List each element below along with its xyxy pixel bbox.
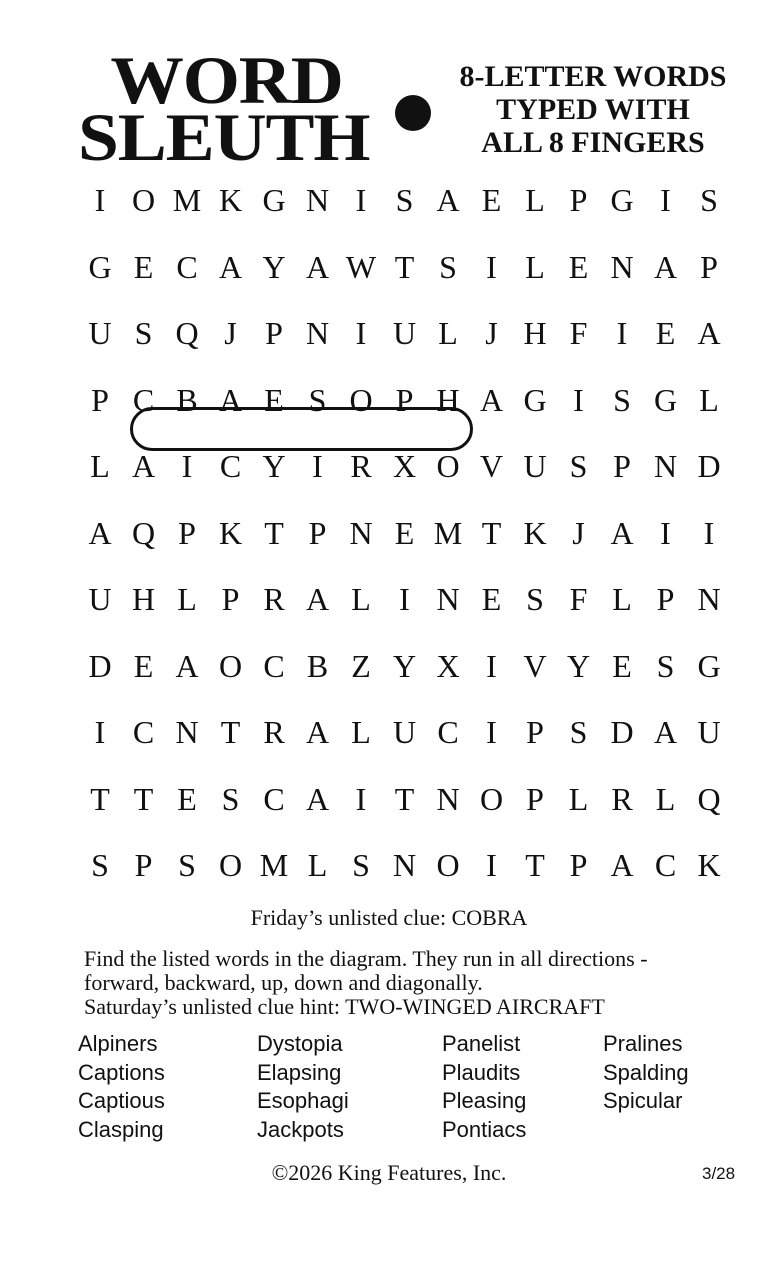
grid-letter[interactable]: P [221, 581, 240, 617]
grid-letter[interactable]: I [703, 514, 715, 551]
grid-row [78, 569, 728, 629]
grid-letter[interactable]: A [305, 780, 330, 817]
grid-letter[interactable]: P [91, 381, 109, 418]
grid-letter[interactable]: P [526, 780, 544, 817]
grid-letter[interactable]: A [610, 514, 634, 551]
grid-letter[interactable]: P [569, 182, 588, 218]
grid-letter[interactable]: O [218, 647, 243, 684]
grid-letter[interactable]: S [613, 381, 631, 418]
grid-row [78, 170, 728, 230]
grid-letter[interactable]: A [131, 448, 156, 484]
grid-letter[interactable]: P [613, 448, 631, 484]
saturday-hint: Saturday’s unlisted clue hint: TWO-WINGED AIRCRAFT [84, 994, 605, 1019]
grid-row [78, 702, 728, 762]
grid-letter[interactable]: C [263, 780, 285, 817]
grid-letter[interactable]: J [224, 315, 237, 351]
grid-letter[interactable]: H [436, 381, 460, 418]
grid-letter[interactable]: S [352, 847, 370, 883]
grid-letter[interactable]: L [438, 315, 458, 351]
grid-letter[interactable]: I [94, 182, 106, 218]
grid-row [78, 237, 728, 297]
grid-letter[interactable]: G [697, 647, 721, 684]
theme-line-2: TYPED WITH [496, 93, 690, 126]
grid-letter[interactable]: L [307, 847, 328, 883]
grid-letter[interactable]: X [436, 647, 460, 684]
grid-row [78, 835, 728, 895]
grid-letter[interactable]: D [697, 448, 721, 484]
grid-letter[interactable]: N [349, 514, 373, 551]
grid-letter[interactable]: A [697, 315, 721, 351]
grid-letter[interactable]: U [392, 714, 417, 750]
grid-letter[interactable]: I [94, 714, 106, 750]
grid-letter[interactable]: O [436, 847, 460, 883]
grid-letter[interactable]: Q [131, 514, 156, 551]
grid-letter[interactable]: O [131, 182, 156, 218]
grid-letter[interactable]: I [399, 581, 410, 617]
theme-line-1: 8-LETTER WORDS [459, 60, 727, 93]
grid-letter[interactable]: H [523, 315, 547, 351]
grid-row [78, 636, 728, 696]
grid-letter[interactable]: U [88, 581, 112, 617]
grid-letter[interactable]: T [394, 248, 415, 285]
grid-letter[interactable]: G [523, 381, 547, 418]
grid-letter[interactable]: A [610, 847, 634, 883]
grid-letter[interactable]: I [660, 182, 671, 218]
grid-letter[interactable]: C [219, 448, 242, 484]
grid-letter[interactable]: A [305, 581, 330, 617]
grid-letter[interactable]: P [178, 514, 196, 551]
puzzle-theme [440, 60, 746, 159]
grid-letter[interactable]: A [218, 381, 243, 418]
grid-letter[interactable]: G [653, 381, 678, 418]
grid-letter[interactable]: C [176, 248, 198, 285]
grid-letter[interactable]: F [569, 315, 588, 351]
grid-letter[interactable]: L [177, 581, 197, 617]
grid-letter[interactable]: A [305, 714, 330, 750]
grid-letter[interactable]: E [394, 514, 415, 551]
grid-letter[interactable]: D [88, 647, 112, 684]
grid-letter[interactable]: I [573, 381, 584, 418]
grid-letter[interactable]: S [656, 647, 675, 684]
grid-letter[interactable]: U [523, 448, 547, 484]
grid-letter[interactable]: A [218, 248, 243, 285]
title-line-2: SLEUTH [78, 99, 370, 175]
grid-letter[interactable]: T [525, 847, 545, 883]
grid-letter[interactable]: C [263, 647, 285, 684]
grid-letter[interactable]: G [262, 182, 286, 218]
grid-letter[interactable]: A [479, 381, 504, 418]
grid-letter[interactable]: N [305, 182, 330, 218]
grid-letter[interactable]: T [394, 780, 415, 817]
grid-letter[interactable]: O [479, 780, 504, 817]
grid-letter[interactable]: Y [262, 248, 286, 285]
grid-letter[interactable]: D [610, 714, 634, 750]
grid-letter[interactable]: N [697, 581, 721, 617]
grid-letter[interactable]: S [308, 381, 327, 418]
puzzle-title [78, 42, 402, 175]
page-number: 3/28 [702, 1164, 736, 1183]
grid-letter[interactable]: O [349, 381, 373, 418]
grid-letter[interactable]: S [526, 581, 544, 617]
grid-letter[interactable]: S [91, 847, 109, 883]
grid-row [78, 503, 728, 563]
bullet-dot [395, 95, 431, 131]
word-list-item: Alpiners [78, 1031, 158, 1056]
grid-letter[interactable]: X [392, 448, 417, 484]
grid-letter[interactable]: L [699, 381, 719, 418]
grid-letter[interactable]: M [259, 847, 289, 883]
grid-letter[interactable]: W [345, 248, 377, 285]
word-list-item: Panelist [442, 1031, 521, 1056]
grid-letter[interactable]: A [653, 248, 678, 285]
grid-letter[interactable]: U [697, 714, 721, 750]
grid-letter[interactable]: P [656, 581, 675, 617]
grid-letter[interactable]: C [132, 381, 155, 418]
grid-letter[interactable]: S [569, 448, 588, 484]
grid-letter[interactable]: P [569, 847, 588, 883]
grid-letter[interactable]: E [133, 647, 154, 684]
grid-letter[interactable]: P [526, 714, 544, 750]
grid-letter[interactable]: T [481, 514, 502, 551]
grid-letter[interactable]: K [523, 514, 547, 551]
word-list-item: Pontiacs [442, 1116, 527, 1142]
word-column-3 [442, 1030, 526, 1144]
grid-letter[interactable]: O [436, 448, 460, 484]
grid-letter[interactable]: E [568, 248, 589, 285]
grid-letter[interactable]: E [481, 581, 502, 617]
word-list-item: Plaudits [442, 1059, 521, 1085]
grid-letter[interactable]: P [265, 315, 283, 351]
grid-letter[interactable]: E [612, 647, 632, 684]
word-list-item: Captious [78, 1088, 165, 1113]
grid-letter[interactable]: G [88, 248, 112, 285]
grid-letter[interactable]: P [134, 847, 153, 883]
grid-letter[interactable]: L [655, 780, 676, 817]
grid-letter[interactable]: J [572, 514, 585, 551]
grid-letter[interactable]: Y [392, 647, 417, 684]
grid-letter[interactable]: R [350, 448, 372, 484]
grid-letter[interactable]: S [221, 780, 240, 817]
grid-row [78, 769, 728, 829]
grid-letter[interactable]: I [486, 847, 497, 883]
grid-letter[interactable]: Q [175, 315, 199, 351]
grid-letter[interactable]: N [436, 581, 460, 617]
grid-letter[interactable]: K [218, 182, 243, 218]
grid-letter[interactable]: L [351, 581, 371, 617]
grid-letter[interactable]: P [700, 248, 718, 285]
friday-clue-label: Friday’s unlisted clue: [250, 905, 452, 930]
grid-letter[interactable]: P [308, 514, 327, 551]
grid-letter[interactable]: S [439, 248, 457, 285]
grid-letter[interactable]: E [177, 780, 197, 817]
grid-letter[interactable]: I [355, 315, 367, 351]
grid-letter[interactable]: Z [351, 647, 371, 684]
word-list-item: Elapsing [257, 1059, 342, 1085]
grid-letter[interactable]: E [655, 315, 676, 351]
grid-letter[interactable]: I [355, 780, 367, 817]
grid-letter[interactable]: I [486, 714, 497, 750]
word-list-item: Clasping [78, 1116, 164, 1142]
theme-line-3: ALL 8 FINGERS [481, 126, 705, 159]
grid-letter[interactable]: R [263, 714, 285, 750]
word-list-item: Esophagi [257, 1088, 349, 1113]
word-list-item: Spalding [603, 1059, 689, 1085]
grid-letter[interactable]: I [616, 315, 628, 351]
grid-letter[interactable]: T [133, 780, 154, 817]
word-column-2 [257, 1030, 349, 1144]
grid-letter[interactable]: F [569, 581, 588, 617]
grid-letter[interactable]: C [437, 714, 459, 750]
grid-letter[interactable]: I [486, 248, 497, 285]
grid-letter[interactable]: V [479, 448, 504, 484]
grid-letter[interactable]: N [610, 248, 634, 285]
found-word-highlight [130, 407, 473, 451]
grid-letter[interactable]: L [525, 248, 545, 285]
grid-letter[interactable]: S [569, 714, 588, 750]
grid-letter[interactable]: C [132, 714, 155, 750]
grid-letter[interactable]: A [175, 647, 199, 684]
grid-letter[interactable]: U [88, 315, 112, 351]
grid-letter[interactable]: L [612, 581, 632, 617]
grid-letter[interactable]: S [395, 182, 414, 218]
grid-letter[interactable]: G [610, 182, 634, 218]
grid-letter[interactable]: L [525, 182, 545, 218]
grid-letter[interactable]: M [172, 182, 202, 218]
grid-letter[interactable]: B [176, 381, 198, 418]
grid-letter[interactable]: I [660, 514, 671, 551]
word-list-item: Captions [78, 1059, 165, 1085]
grid-letter[interactable]: A [436, 182, 460, 218]
grid-letter[interactable]: H [131, 581, 156, 617]
grid-letter[interactable]: I [355, 182, 367, 218]
grid-letter[interactable]: M [433, 514, 463, 551]
copyright: ©2026 King Features, Inc. [271, 1160, 507, 1185]
title-line-1: WORD [110, 42, 343, 118]
grid-letter[interactable]: T [90, 780, 110, 817]
grid-letter[interactable]: N [175, 714, 199, 750]
grid-letter[interactable]: Y [262, 448, 286, 484]
grid-letter[interactable]: V [523, 647, 547, 684]
grid-letter[interactable]: I [181, 448, 193, 484]
grid-letter[interactable]: E [481, 182, 502, 218]
word-list-item: Pralines [603, 1031, 683, 1056]
word-list-item: Jackpots [257, 1116, 344, 1142]
word-column-1 [78, 1030, 165, 1144]
grid-letter[interactable]: N [653, 448, 678, 484]
friday-clue [0, 905, 778, 931]
grid-letter[interactable]: N [305, 315, 330, 351]
grid-letter[interactable]: J [485, 315, 498, 351]
grid-letter[interactable]: S [134, 315, 153, 351]
grid-letter[interactable]: R [263, 581, 285, 617]
grid-row [78, 303, 728, 363]
word-list-item: Pleasing [442, 1088, 527, 1113]
grid-letter[interactable]: T [264, 514, 284, 551]
grid-letter[interactable]: L [351, 714, 371, 750]
word-list-item: Dystopia [257, 1031, 343, 1056]
grid-letter[interactable]: K [697, 847, 721, 883]
grid-letter[interactable]: S [178, 847, 196, 883]
word-column-4 [603, 1030, 689, 1116]
grid-letter[interactable]: T [220, 714, 241, 750]
grid-letter[interactable]: I [312, 448, 323, 484]
grid-letter[interactable]: E [133, 248, 154, 285]
grid-letter[interactable]: U [392, 315, 417, 351]
instructions-line-1: Find the listed words in the diagram. They run in all directions - [84, 946, 648, 971]
grid-letter[interactable]: L [90, 448, 110, 484]
grid-letter[interactable]: R [611, 780, 633, 817]
grid-letter[interactable]: K [218, 514, 243, 551]
grid-letter[interactable]: Y [566, 647, 591, 684]
grid-letter[interactable]: I [486, 647, 497, 684]
friday-clue-answer: COBRA [451, 905, 528, 930]
grid-letter[interactable]: E [264, 381, 284, 418]
grid-letter[interactable]: N [392, 847, 417, 883]
grid-letter[interactable]: C [654, 847, 677, 883]
grid-letter[interactable]: O [218, 847, 243, 883]
grid-letter[interactable]: N [436, 780, 460, 817]
word-list-item: Spicular [603, 1088, 683, 1113]
instructions [84, 947, 734, 1019]
grid-letter[interactable]: P [395, 381, 414, 418]
grid-letter[interactable]: A [653, 714, 678, 750]
instructions-line-2: forward, backward, up, down and diagonally. [84, 970, 483, 995]
grid-letter[interactable]: A [88, 514, 112, 551]
grid-letter[interactable]: L [568, 780, 589, 817]
grid-letter[interactable]: Q [697, 780, 721, 817]
grid-letter[interactable]: A [305, 248, 330, 285]
grid-letter[interactable]: B [306, 647, 329, 684]
grid-letter[interactable]: S [700, 182, 718, 218]
